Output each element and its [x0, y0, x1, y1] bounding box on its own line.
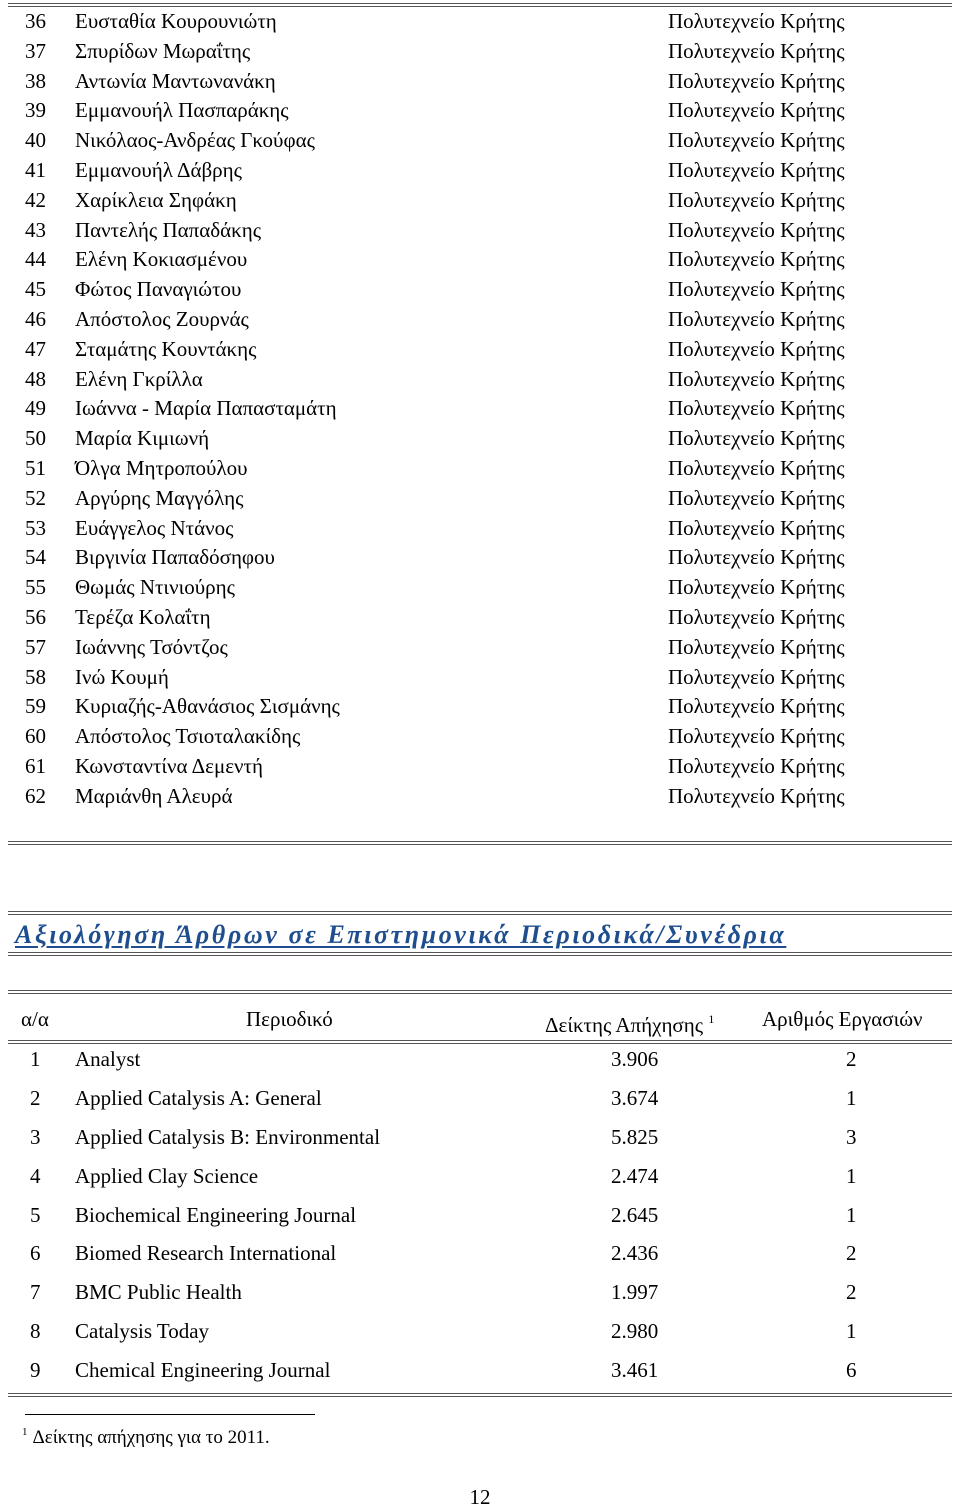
person-num: 37 — [25, 38, 46, 63]
header-count: Αριθμός Εργασιών — [762, 1007, 923, 1031]
person-row — [0, 424, 960, 454]
person-num: 40 — [25, 128, 46, 153]
person-institution: Πολυτεχνείο Κρήτης — [668, 634, 845, 659]
person-num: 59 — [25, 694, 46, 719]
journal-count: 2 — [846, 1241, 857, 1266]
person-num: 43 — [25, 217, 46, 242]
person-row — [0, 7, 960, 37]
person-name: Εμμανουήλ Πασπαράκης — [75, 98, 289, 123]
person-institution: Πολυτεχνείο Κρήτης — [668, 694, 845, 719]
header-impact — [545, 1000, 714, 1044]
journal-name: Biomed Research International — [75, 1241, 337, 1266]
journal-num: 3 — [30, 1124, 41, 1149]
people-bottom-rule — [8, 841, 952, 845]
person-institution: Πολυτεχνείο Κρήτης — [668, 426, 845, 451]
journal-num: 7 — [30, 1280, 41, 1305]
journal-count: 6 — [846, 1358, 857, 1383]
person-institution: Πολυτεχνείο Κρήτης — [668, 306, 845, 331]
person-num: 57 — [25, 634, 46, 659]
journal-count: 2 — [846, 1047, 857, 1071]
person-row — [0, 96, 960, 126]
journal-impact: 5.825 — [611, 1124, 659, 1149]
person-name: Τερέζα Κολαΐτη — [75, 604, 211, 629]
journal-count: 1 — [846, 1163, 857, 1188]
person-name: Νικόλαος-Ανδρέας Γκούφας — [75, 128, 315, 153]
person-institution: Πολυτεχνείο Κρήτης — [668, 664, 845, 689]
journal-name: Catalysis Today — [75, 1319, 210, 1344]
person-institution: Πολυτεχνείο Κρήτης — [668, 336, 845, 361]
person-institution: Πολυτεχνείο Κρήτης — [668, 277, 845, 302]
person-num: 50 — [25, 426, 46, 451]
person-num: 36 — [25, 9, 46, 33]
journal-count: 1 — [846, 1202, 857, 1227]
person-institution: Πολυτεχνείο Κρήτης — [668, 515, 845, 540]
journal-impact: 3.461 — [611, 1358, 659, 1383]
person-row — [0, 156, 960, 186]
journal-num: 6 — [30, 1241, 41, 1266]
person-name: Ευσταθία Κουρουνιώτη — [75, 9, 277, 33]
table-bottom-rule — [8, 1393, 952, 1397]
footnote-rule — [25, 1414, 315, 1415]
title-bottom-rule — [8, 952, 952, 956]
person-institution: Πολυτεχνείο Κρήτης — [668, 157, 845, 182]
person-institution: Πολυτεχνείο Κρήτης — [668, 575, 845, 600]
person-name: Κυριαζής-Αθανάσιος Σισμάνης — [75, 694, 340, 719]
person-num: 47 — [25, 336, 46, 361]
person-row — [0, 514, 960, 544]
person-num: 53 — [25, 515, 46, 540]
person-num: 61 — [25, 753, 46, 778]
journal-row — [0, 1273, 960, 1312]
people-list — [0, 7, 960, 812]
person-row — [0, 484, 960, 514]
person-num: 46 — [25, 306, 46, 331]
person-num: 56 — [25, 604, 46, 629]
person-row — [0, 245, 960, 275]
journal-impact: 2.436 — [611, 1241, 659, 1266]
person-row — [0, 573, 960, 603]
person-institution: Πολυτεχνείο Κρήτης — [668, 455, 845, 480]
journal-num: 2 — [30, 1085, 41, 1110]
journals-table-body — [0, 1040, 960, 1390]
person-institution: Πολυτεχνείο Κρήτης — [668, 724, 845, 749]
person-num: 39 — [25, 98, 46, 123]
journal-name: BMC Public Health — [75, 1280, 242, 1305]
journal-num: 1 — [30, 1047, 41, 1071]
header-impact-label: Δείκτης Απήχησης — [545, 1013, 704, 1037]
person-name: Ελένη Κοκιασμένου — [75, 247, 248, 272]
journal-num: 8 — [30, 1319, 41, 1344]
person-institution: Πολυτεχνείο Κρήτης — [668, 366, 845, 391]
journal-impact: 2.980 — [611, 1319, 659, 1344]
person-name: Ιωάννης Τσόντζος — [75, 634, 228, 659]
journal-name: Biochemical Engineering Journal — [75, 1202, 357, 1227]
journal-num: 5 — [30, 1202, 41, 1227]
person-institution: Πολυτεχνείο Κρήτης — [668, 485, 845, 510]
person-row — [0, 365, 960, 395]
person-institution: Πολυτεχνείο Κρήτης — [668, 217, 845, 242]
person-name: Αργύρης Μαγγόλης — [75, 485, 244, 510]
person-row — [0, 394, 960, 424]
journal-count: 2 — [846, 1280, 857, 1305]
person-row — [0, 275, 960, 305]
person-num: 60 — [25, 724, 46, 749]
person-row — [0, 543, 960, 573]
journal-count: 3 — [846, 1124, 857, 1149]
person-name: Σπυρίδων Μωραΐτης — [75, 38, 251, 63]
person-name: Μαρία Κιμιωνή — [75, 426, 210, 451]
person-institution: Πολυτεχνείο Κρήτης — [668, 187, 845, 212]
person-num: 52 — [25, 485, 46, 510]
person-num: 45 — [25, 277, 46, 302]
person-row — [0, 782, 960, 812]
person-row — [0, 186, 960, 216]
journal-row — [0, 1040, 960, 1079]
person-name: Εμμανουήλ Δάβρης — [75, 157, 242, 182]
person-institution: Πολυτεχνείο Κρήτης — [668, 545, 845, 570]
section-title: Αξιολόγηση Άρθρων σε Επιστημονικά Περιοδικά/Συνέδρια — [15, 920, 787, 949]
journal-row — [0, 1351, 960, 1390]
header-journal: Περιοδικό — [246, 1007, 333, 1031]
person-row — [0, 692, 960, 722]
journal-count: 1 — [846, 1319, 857, 1344]
person-num: 38 — [25, 68, 46, 93]
journal-row — [0, 1234, 960, 1273]
person-name: Φώτος Παναγιώτου — [75, 277, 242, 302]
person-institution: Πολυτεχνείο Κρήτης — [668, 396, 845, 421]
person-row — [0, 37, 960, 67]
person-row — [0, 126, 960, 156]
person-num: 51 — [25, 455, 46, 480]
journal-row — [0, 1196, 960, 1235]
person-institution: Πολυτεχνείο Κρήτης — [668, 247, 845, 272]
person-row — [0, 752, 960, 782]
journal-row — [0, 1118, 960, 1157]
journals-table-header — [0, 1000, 960, 1038]
person-row — [0, 305, 960, 335]
person-name: Χαρίκλεια Σηφάκη — [75, 187, 237, 212]
person-institution: Πολυτεχνείο Κρήτης — [668, 753, 845, 778]
journal-name: Analyst — [75, 1047, 141, 1071]
journal-num: 9 — [30, 1358, 41, 1383]
journal-name: Applied Catalysis A: General — [75, 1085, 322, 1110]
person-row — [0, 216, 960, 246]
journal-name: Applied Clay Science — [75, 1163, 259, 1188]
person-institution: Πολυτεχνείο Κρήτης — [668, 98, 845, 123]
person-institution: Πολυτεχνείο Κρήτης — [668, 604, 845, 629]
person-name: Απόστολος Ζουρνάς — [75, 306, 249, 331]
person-num: 44 — [25, 247, 46, 272]
person-num: 58 — [25, 664, 46, 689]
person-name: Μαριάνθη Αλευρά — [75, 783, 233, 808]
person-name: Αντωνία Μαντωνανάκη — [75, 68, 276, 93]
footnote-mark: 1 — [22, 1426, 28, 1438]
journal-impact: 1.997 — [611, 1280, 659, 1305]
person-name: Κωνσταντίνα Δεμεντή — [75, 753, 263, 778]
person-name: Σταμάτης Κουντάκης — [75, 336, 257, 361]
journal-row — [0, 1157, 960, 1196]
journal-num: 4 — [30, 1163, 41, 1188]
person-institution: Πολυτεχνείο Κρήτης — [668, 128, 845, 153]
page-number: 12 — [469, 1485, 491, 1509]
person-num: 41 — [25, 157, 46, 182]
person-row — [0, 722, 960, 752]
person-name: Βιργινία Παπαδόσηφου — [75, 545, 275, 570]
person-institution: Πολυτεχνείο Κρήτης — [668, 68, 845, 93]
footnote-ref: 1 — [708, 1012, 715, 1026]
person-name: Παντελής Παπαδάκης — [75, 217, 262, 242]
journal-row — [0, 1312, 960, 1351]
title-top-rule — [8, 911, 952, 915]
footnote-text: Δείκτης απήχησης για το 2011. — [32, 1427, 270, 1448]
person-row — [0, 335, 960, 365]
person-name: Απόστολος Τσιοταλακίδης — [75, 724, 301, 749]
person-num: 55 — [25, 575, 46, 600]
journal-name: Applied Catalysis B: Environmental — [75, 1124, 381, 1149]
person-name: Ευάγγελος Ντάνος — [75, 515, 234, 540]
person-row — [0, 663, 960, 693]
journal-count: 1 — [846, 1085, 857, 1110]
table-top-rule — [8, 990, 952, 994]
footnote — [22, 1426, 270, 1449]
person-num: 48 — [25, 366, 46, 391]
journal-impact: 2.474 — [611, 1163, 659, 1188]
person-institution: Πολυτεχνείο Κρήτης — [668, 783, 845, 808]
person-name: Ελένη Γκρίλλα — [75, 366, 203, 391]
header-num: α/α — [21, 1007, 49, 1031]
journal-row — [0, 1079, 960, 1118]
person-name: Θωμάς Ντινιούρης — [75, 575, 235, 600]
person-row — [0, 67, 960, 97]
journal-impact: 3.674 — [611, 1085, 659, 1110]
person-institution: Πολυτεχνείο Κρήτης — [668, 9, 845, 33]
person-row — [0, 603, 960, 633]
journal-impact: 2.645 — [611, 1202, 659, 1227]
person-name: Ιωάννα - Μαρία Παπασταμάτη — [75, 396, 337, 421]
journal-impact: 3.906 — [611, 1047, 659, 1071]
person-name: Ινώ Κουμή — [75, 664, 169, 689]
person-num: 54 — [25, 545, 46, 570]
person-num: 62 — [25, 783, 46, 808]
person-row — [0, 633, 960, 663]
person-num: 49 — [25, 396, 46, 421]
person-row — [0, 454, 960, 484]
person-name: Όλγα Μητροπούλου — [75, 455, 248, 480]
journal-name: Chemical Engineering Journal — [75, 1358, 331, 1383]
person-num: 42 — [25, 187, 46, 212]
person-institution: Πολυτεχνείο Κρήτης — [668, 38, 845, 63]
